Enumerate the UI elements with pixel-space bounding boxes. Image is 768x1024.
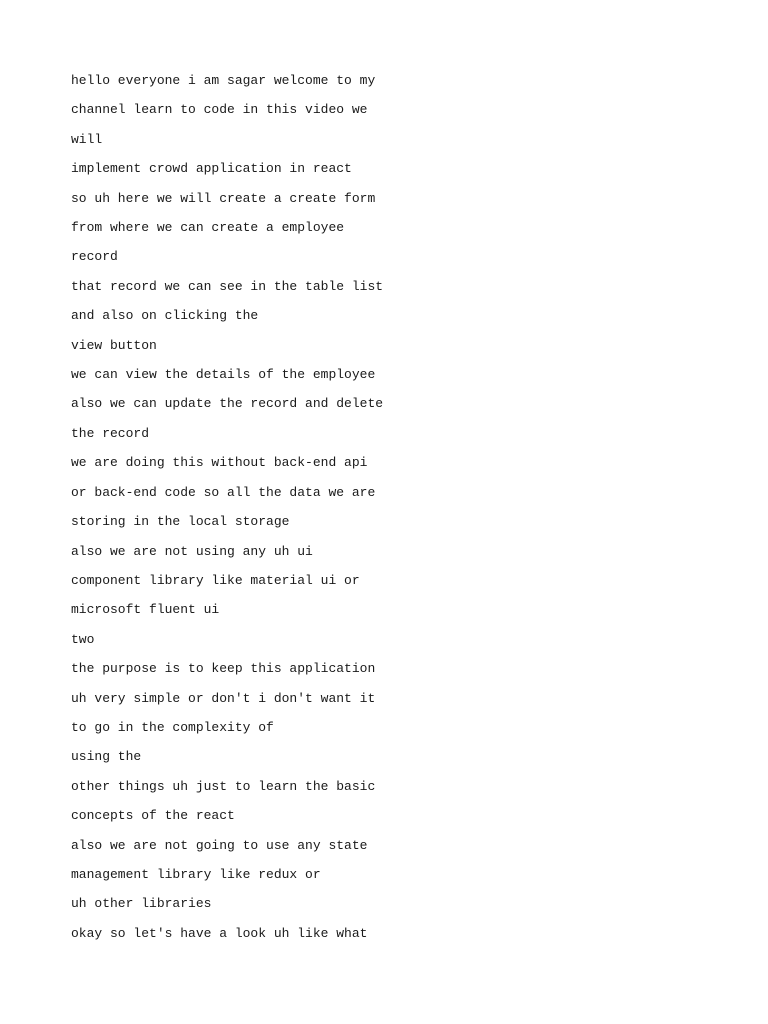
transcript-line: view button — [71, 337, 157, 353]
transcript-line: component library like material ui or — [71, 572, 360, 588]
transcript-text — [71, 66, 383, 948]
transcript-line: we can view the details of the employee — [71, 367, 376, 383]
transcript-line: implement crowd application in react — [71, 161, 352, 177]
transcript-line: uh other libraries — [71, 896, 212, 912]
transcript-line: two — [71, 631, 95, 647]
transcript-line: that record we can see in the table list — [71, 278, 384, 294]
transcript-line: record — [71, 249, 118, 265]
transcript-line: okay so let's have a look uh like what — [71, 925, 368, 941]
transcript-line: from where we can create a employee — [71, 220, 345, 236]
transcript-line: so uh here we will create a create form — [71, 190, 376, 206]
transcript-line: and also on clicking the — [71, 308, 259, 324]
transcript-line: to go in the complexity of — [71, 719, 274, 735]
transcript-line: concepts of the react — [71, 808, 235, 824]
transcript-line: will — [71, 131, 103, 147]
transcript-line: also we can update the record and delete — [71, 396, 384, 412]
transcript-line: hello everyone i am sagar welcome to my — [71, 73, 376, 88]
transcript-line: also we are not going to use any state — [71, 837, 368, 853]
transcript-line: channel learn to code in this video we — [71, 102, 368, 118]
transcript-line: other things uh just to learn the basic — [71, 778, 376, 794]
transcript-line: uh very simple or don't i don't want it — [71, 690, 376, 706]
transcript-line: the purpose is to keep this application — [71, 661, 376, 677]
transcript-line: we are doing this without back-end api — [71, 455, 368, 471]
transcript-line: microsoft fluent ui — [71, 602, 220, 618]
transcript-line: using the — [71, 749, 142, 765]
transcript-line: storing in the local storage — [71, 514, 290, 530]
transcript-line: the record — [71, 425, 150, 441]
transcript-line: or back-end code so all the data we are — [71, 484, 376, 500]
transcript-line: also we are not using any uh ui — [71, 543, 313, 559]
transcript-line: management library like redux or — [71, 866, 321, 882]
